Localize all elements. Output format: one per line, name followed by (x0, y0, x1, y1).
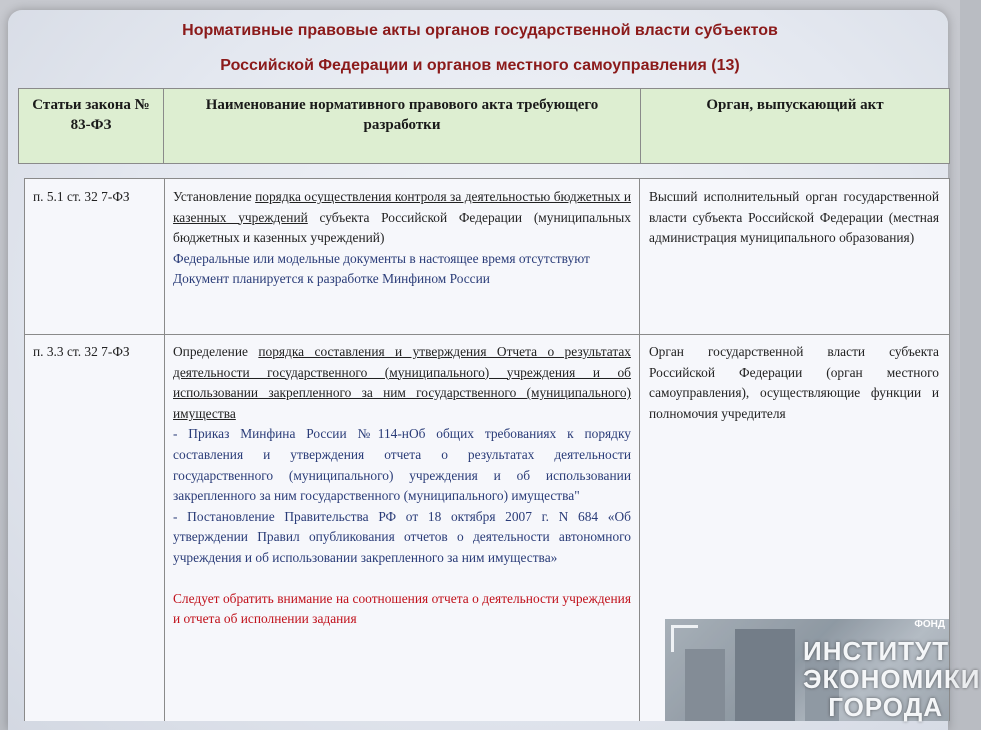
act-statement (173, 342, 631, 424)
act-prefix: Установление (173, 189, 256, 204)
row-article: п. 3.3 ст. 32 7-ФЗ (33, 344, 130, 359)
table-header (18, 88, 950, 164)
table-row (25, 335, 981, 721)
logo-line-2: ЭКОНОМИКИ (803, 664, 981, 694)
act-reference: - Постановление Правительства РФ от 18 октября 2007 г. N 684 «Об утверждении Правил опубликования отчетов о деятельности автономного учреждения и об использовании закрепленного за ним имущества» (173, 508, 631, 565)
act-underlined: порядка осуществления контроля за деятельностью бюджетных и казенных учреждений (173, 189, 631, 225)
row-issuing-body: Орган государственной власти субъекта Российской Федерации (орган местного самоуправления), осуществляющие функции и полномочия учредителя (649, 344, 939, 421)
act-warning: Следует обратить внимание на соотношения отчета о деятельности учреждения и отчета об исполнении задания (173, 590, 631, 627)
acts-table (24, 178, 981, 722)
slide-title-line-1: Нормативные правовые акты органов государственной власти субъектов (182, 22, 778, 39)
act-note: Федеральные или модельные документы в настоящее время отсутствуют (173, 250, 590, 266)
row-article: п. 5.1 ст. 32 7-ФЗ (33, 189, 130, 204)
act-suffix: субъекта Российской Федерации (муниципальных бюджетных и казенных учреждений) (173, 209, 631, 246)
slide-title-line-2: Российской Федерации и органов местного самоуправления (13) (220, 57, 740, 74)
act-underlined: порядка составления и утверждения Отчета о результатах деятельности государственного (муниципального) учреждения и об использовании закрепленного за ним государственного (муниципального) имущества (173, 344, 631, 421)
row-act-description (173, 342, 631, 630)
header-col-act-name: Наименование нормативного правового акта требующего разработки (164, 89, 641, 163)
act-statement (173, 187, 631, 249)
act-note: Документ планируется к разработке Минфином России (173, 271, 490, 287)
header-col-issuing-body: Орган, выпускающий акт (706, 97, 884, 113)
row-issuing-body: Высший исполнительный орган государственной власти субъекта Российской Федерации (местная администрация муниципального образования) (649, 189, 939, 246)
table-row (25, 179, 949, 334)
logo-line-3: ГОРОДА (828, 692, 943, 722)
act-prefix: Определение (173, 344, 259, 359)
logo-line-1: ИНСТИТУТ (803, 636, 950, 666)
row-act-description (173, 187, 631, 290)
logo-tag: ФОНД (914, 619, 945, 630)
act-reference: - Приказ Минфина России №114-нОб общих требованиях к порядку составления и утверждения отчета о результатах деятельности государственного (муниципального) учреждения и об использовании закрепленного за ним государственного (муниципального) имущества" (173, 426, 631, 504)
header-col-articles: Статьи закона № 83-ФЗ (19, 89, 164, 163)
spacer (173, 569, 631, 589)
